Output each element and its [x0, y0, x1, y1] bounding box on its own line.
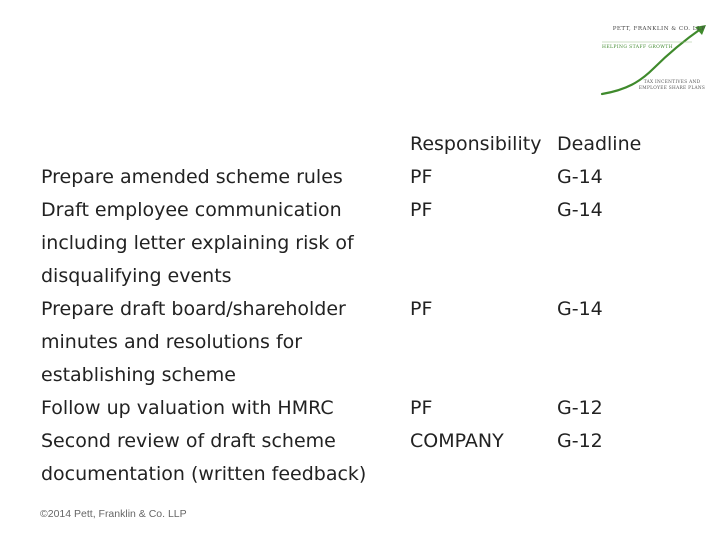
deadline-header: Deadline	[557, 133, 642, 155]
task-line: Draft employee communication	[41, 199, 342, 221]
logo-tagline: HELPING STAFF GROWTH	[602, 45, 673, 50]
task-line: establishing scheme	[41, 364, 236, 386]
task-line: minutes and resolutions for	[41, 331, 303, 353]
responsibility-cell: PF	[410, 199, 433, 221]
logo-subtitle	[632, 80, 712, 92]
task-line: documentation (written feedback)	[41, 463, 367, 485]
deadline-cell: G-14	[557, 199, 603, 221]
logo-subtitle-line-2: EMPLOYEE SHARE PLANS	[638, 86, 706, 91]
responsibility-cell: PF	[410, 397, 433, 419]
responsibility-header: Responsibility	[410, 133, 542, 155]
task-line: Prepare amended scheme rules	[41, 166, 343, 188]
deadline-cell: G-14	[557, 166, 603, 188]
task-line: Second review of draft scheme	[41, 430, 336, 452]
company-logo	[596, 18, 716, 98]
task-line: Prepare draft board/shareholder	[41, 298, 346, 320]
logo-subtitle-line-1: TAX INCENTIVES AND	[643, 80, 701, 85]
task-line: including letter explaining risk of	[41, 232, 354, 254]
deadline-cell: G-12	[557, 430, 603, 452]
responsibility-cell: COMPANY	[410, 430, 504, 452]
logo-firm-name: PETT, FRANKLIN & CO. LLP	[612, 26, 706, 32]
deadline-cell: G-12	[557, 397, 603, 419]
deadline-cell: G-14	[557, 298, 603, 320]
responsibility-cell: PF	[410, 298, 433, 320]
task-line: disqualifying events	[41, 265, 232, 287]
responsibility-cell: PF	[410, 166, 433, 188]
task-line: Follow up valuation with HMRC	[41, 397, 334, 419]
copyright-footer: ©2014 Pett, Franklin & Co. LLP	[40, 508, 187, 520]
